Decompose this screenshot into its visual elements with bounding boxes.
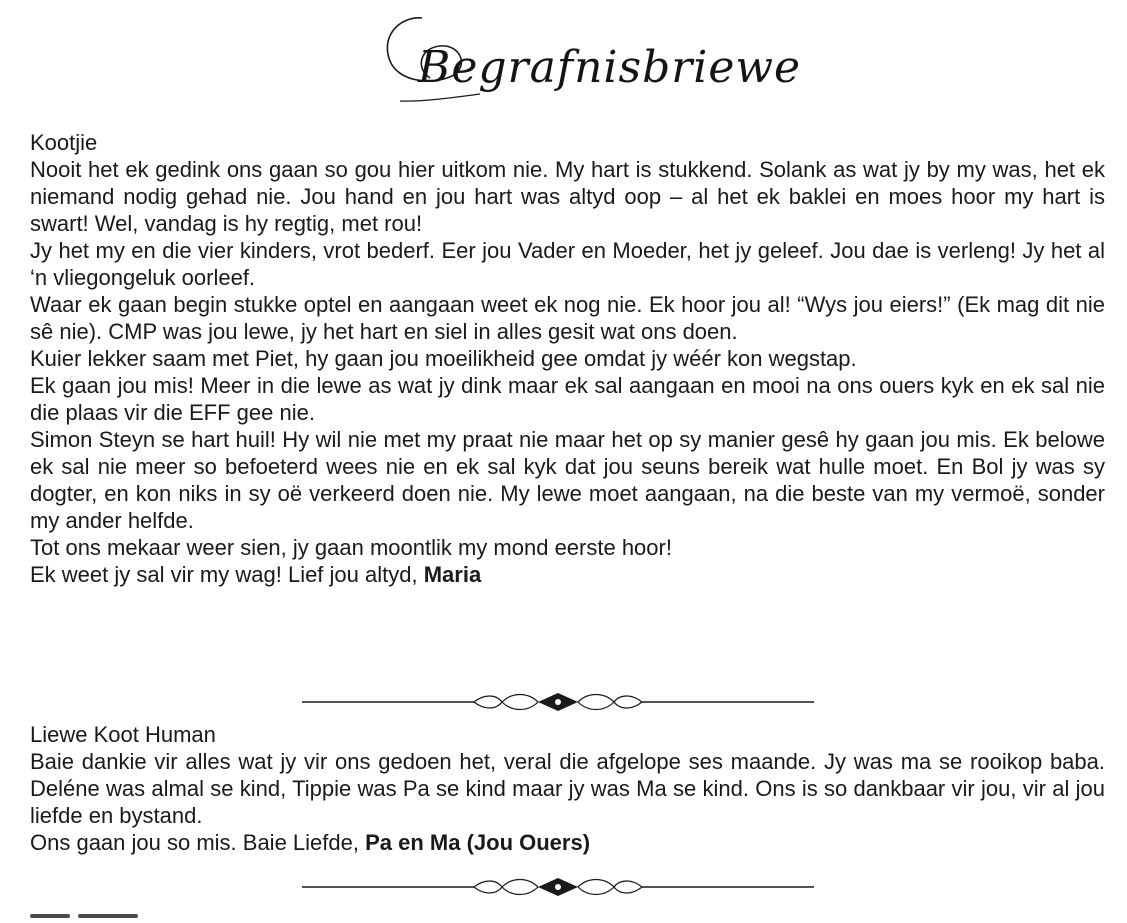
letter-paragraph: Simon Steyn se hart huil! Hy wil nie met my praat nie maar het op sy manier gesê hy gaan jou mis. Ek belowe ek sal nie meer so befoeterd wees nie en ek sal kyk dat jou seuns bereik wat hulle moet. En Bol jy was sy dogter, en kon niks in sy oë verkeerd doen nie. My lewe moet aangaan, na die beste van my vermoë, sonder my ander helfde. [30,427,1105,533]
cut-off-text-fragment [78,914,138,918]
ornamental-divider-icon [298,875,818,899]
letter-signature: Maria [423,562,482,587]
cut-off-next-line [30,905,140,913]
letter-closing: Ek weet jy sal vir my wag! Lief jou altyd, [30,562,418,587]
letter-salutation: Liewe Koot Human [30,722,216,747]
page-title [360,6,802,116]
letter-salutation: Kootjie [30,130,98,155]
letter-parents [30,721,1105,856]
letter-paragraph: Baie dankie vir alles wat jy vir ons gedoen het, veral die afgelope ses maande. Jy was ma se rooikop baba. Deléne was almal se kind, Tippie was Pa se kind maar jy was Ma se kind. Ons is so dankbaar vir jou, vir al jou liefde en bystand. [30,749,1105,828]
letter-paragraph: Ek gaan jou mis! Meer in die lewe as wat jy dink maar ek sal aangaan en mooi na ons ouers kyk en ek sal nie die plaas vir die EFF gee nie. [30,373,1105,425]
letter-closing-line [30,561,1105,588]
letter-closing-line [30,829,1105,856]
ornamental-scroll-divider-icon [298,875,818,899]
title-underline-flourish [400,94,480,101]
ornamental-scroll-divider-icon [298,690,818,714]
letter-signature: Pa en Ma (Jou Ouers) [365,830,591,855]
letter-paragraph: Waar ek gaan begin stukke optel en aangaan weet ek nog nie. Ek hoor jou al! “Wys jou eiers!” (Ek mag dit nie sê nie). CMP was jou lewe, jy het hart en siel in alles gesit wat ons doen. [30,292,1105,344]
cut-off-text-fragment [30,914,70,918]
letter-closing: Ons gaan jou so mis. Baie Liefde, [30,830,359,855]
letter-paragraph: Nooit het ek gedink ons gaan so gou hier uitkom nie. My hart is stukkend. Solank as wat jy by my was, het ek niemand nodig gehad nie. Jou hand en jou hart was altyd oop – al het ek baklei en moes hoor my hart is swart! Wel, vandag is hy regtig, met rou! [30,157,1105,236]
letter-paragraph: Jy het my en die vier kinders, vrot bederf. Eer jou Vader en Moeder, het jy geleef. Jou dae is verleng! Jy het al ‘n vliegongeluk oorleef. [30,238,1105,290]
ornamental-divider-icon [298,690,818,714]
letter-maria [30,129,1105,588]
page-title-graphic [360,6,802,116]
letter-paragraph: Tot ons mekaar weer sien, jy gaan moontlik my mond eerste hoor! [30,535,672,560]
page-title-text: Begrafnisbriewe [418,42,802,93]
letter-paragraph: Kuier lekker saam met Piet, hy gaan jou moeilikheid gee omdat jy wéér kon wegstap. [30,346,857,371]
